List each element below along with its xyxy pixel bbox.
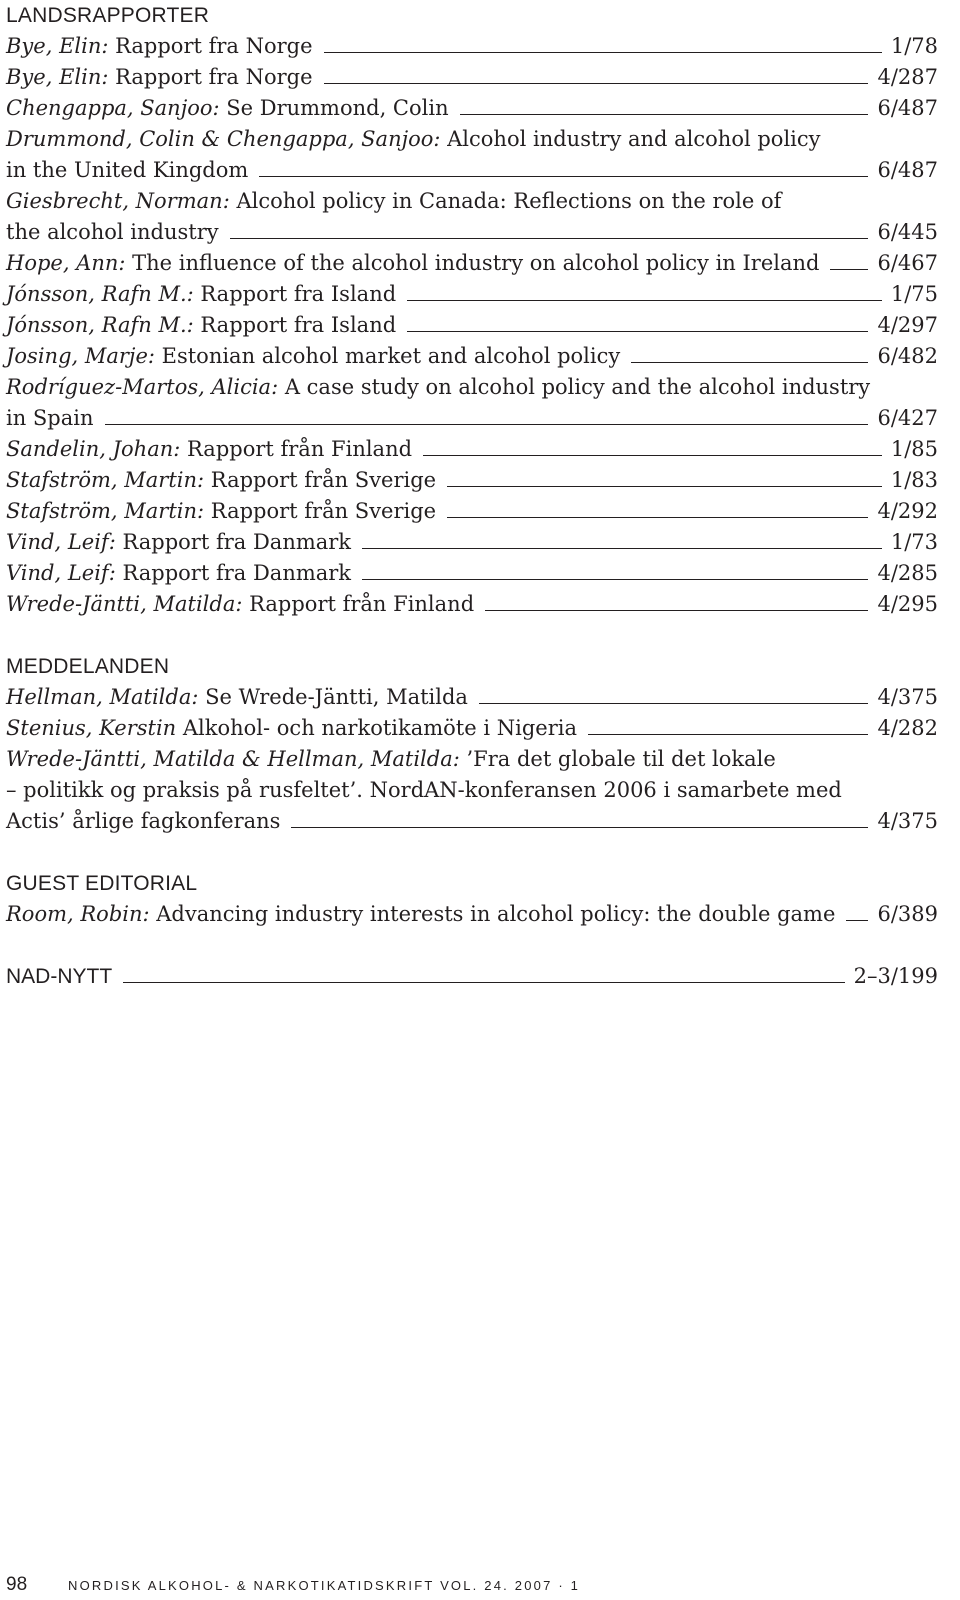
entry-title: A case study on alcohol policy and the alcohol industry (278, 375, 871, 399)
index-entry (6, 31, 938, 62)
index-entry (6, 496, 938, 527)
index-section (6, 0, 938, 620)
entry-line (6, 806, 938, 837)
index-entry (6, 589, 938, 620)
index-entry (6, 682, 938, 713)
dot-leader-rule (123, 971, 844, 983)
index-entry (6, 465, 938, 496)
entry-line (6, 465, 938, 496)
dot-leader-rule (259, 165, 868, 177)
entry-author: Stenius, Kerstin (6, 716, 177, 740)
entry-title: Rapport fra Island (193, 313, 397, 337)
entry-page-ref: 6/389 (877, 902, 938, 926)
section-gap (6, 837, 938, 868)
entry-page-ref: 1/73 (890, 530, 938, 554)
section-gap (6, 620, 938, 651)
dot-leader-rule (423, 444, 882, 456)
entry-title: Rapport från Sverige (204, 499, 437, 523)
entry-line (6, 31, 938, 62)
entry-line (6, 527, 938, 558)
entry-page-ref: 4/297 (877, 313, 938, 337)
entry-author: Hellman, Matilda: (6, 685, 199, 709)
dot-leader-rule (362, 568, 868, 580)
dot-leader-rule (324, 41, 882, 53)
entry-title: in the United Kingdom (6, 158, 249, 182)
entry-title: Rapport fra Norge (108, 65, 313, 89)
index-entry (6, 248, 938, 279)
index-entry (6, 899, 938, 930)
dot-leader-rule (362, 537, 882, 549)
entry-line (6, 217, 938, 248)
entry-title: NAD-NYTT (6, 965, 113, 988)
section-heading: MEDDELANDEN (6, 655, 170, 678)
table-of-contents (6, 0, 938, 992)
entry-author: Vind, Leif: (6, 530, 116, 554)
dot-leader-rule (485, 599, 868, 611)
dot-leader-rule (830, 258, 868, 270)
entry-line (6, 403, 938, 434)
index-entry (6, 62, 938, 93)
section-heading: LANDSRAPPORTER (6, 4, 210, 27)
section-gap (6, 930, 938, 961)
entry-line (6, 744, 938, 775)
entry-page-ref: 6/487 (877, 158, 938, 182)
entry-page-ref: 4/292 (877, 499, 938, 523)
footer-page-number: 98 (6, 1574, 28, 1595)
entry-page-ref: 6/467 (877, 251, 938, 275)
index-entry (6, 341, 938, 372)
dot-leader-rule (447, 506, 868, 518)
entry-line (6, 558, 938, 589)
entry-page-ref: 6/427 (877, 406, 938, 430)
entry-title: Rapport fra Danmark (115, 561, 352, 585)
dot-leader-rule (291, 816, 868, 828)
entry-page-ref: 4/287 (877, 65, 938, 89)
entry-author: Bye, Elin: (6, 34, 109, 58)
page-footer (6, 1574, 938, 1596)
entry-author: Wrede-Jäntti, Matilda & Hellman, Matilda: (6, 747, 460, 771)
index-entry (6, 744, 938, 837)
entry-title: Rapport från Finland (180, 437, 413, 461)
entry-title: Alcohol policy in Canada: Reflections on the role of (229, 189, 782, 213)
dot-leader-rule (105, 413, 869, 425)
entry-title: Rapport fra Island (193, 282, 397, 306)
entry-title: the alcohol industry (6, 220, 219, 244)
entry-author: Drummond, Colin & Chengappa, Sanjoo: (6, 127, 441, 151)
entry-title: Se Drummond, Colin (219, 96, 449, 120)
entry-title: Alcohol industry and alcohol policy (440, 127, 821, 151)
dot-leader-rule (407, 320, 868, 332)
entry-line (6, 310, 938, 341)
index-section (6, 961, 938, 992)
entry-author: Sandelin, Johan: (6, 437, 181, 461)
entry-page-ref: 6/482 (877, 344, 938, 368)
footer-journal-title: NORDISK ALKOHOL- & NARKOTIKATIDSKRIFT VOL. 24. 2007 · 1 (68, 1578, 581, 1593)
dot-leader-rule (407, 289, 882, 301)
entry-line (6, 341, 938, 372)
entry-line (6, 124, 938, 155)
entry-page-ref: 6/487 (877, 96, 938, 120)
entry-title: Rapport från Sverige (204, 468, 437, 492)
entry-author: Room, Robin: (6, 902, 150, 926)
entry-line (6, 775, 938, 806)
entry-title: The influence of the alcohol industry on alcohol policy in Ireland (125, 251, 820, 275)
entry-title: Rapport fra Danmark (115, 530, 352, 554)
entry-page-ref: 4/375 (877, 685, 938, 709)
entry-line (6, 589, 938, 620)
entry-title: in Spain (6, 406, 94, 430)
dot-leader-rule (460, 103, 869, 115)
dot-leader-rule (479, 692, 869, 704)
entry-author: Jónsson, Rafn M.: (6, 313, 194, 337)
entry-line (6, 434, 938, 465)
entry-line (6, 155, 938, 186)
index-entry (6, 961, 938, 992)
entry-line (6, 279, 938, 310)
dot-leader-rule (447, 475, 882, 487)
entry-line (6, 372, 938, 403)
entry-title: Rapport fra Norge (108, 34, 313, 58)
entry-page-ref: 4/282 (877, 716, 938, 740)
entry-page-ref: 2–3/199 (853, 964, 938, 988)
entry-line (6, 62, 938, 93)
entry-line (6, 961, 938, 992)
entry-author: Jónsson, Rafn M.: (6, 282, 194, 306)
index-entry (6, 527, 938, 558)
entry-author: Vind, Leif: (6, 561, 116, 585)
entry-author: Rodríguez-Martos, Alicia: (6, 375, 279, 399)
index-entry (6, 93, 938, 124)
entry-author: Josing, Marje: (6, 344, 155, 368)
index-entry (6, 434, 938, 465)
entry-page-ref: 4/295 (877, 592, 938, 616)
entry-author: Bye, Elin: (6, 65, 109, 89)
entry-author: Hope, Ann: (6, 251, 126, 275)
entry-page-ref: 4/285 (877, 561, 938, 585)
index-entry (6, 558, 938, 589)
section-heading: GUEST EDITORIAL (6, 872, 198, 895)
entry-title: Estonian alcohol market and alcohol policy (154, 344, 621, 368)
entry-line (6, 186, 938, 217)
index-entry (6, 372, 938, 434)
entry-line (6, 248, 938, 279)
index-entry (6, 279, 938, 310)
entry-line (6, 682, 938, 713)
dot-leader-rule (324, 72, 869, 84)
entry-page-ref: 6/445 (877, 220, 938, 244)
dot-leader-rule (588, 723, 869, 735)
dot-leader-rule (230, 227, 869, 239)
entry-author: Chengappa, Sanjoo: (6, 96, 220, 120)
entry-title: Actis’ årlige fagkonferans (6, 809, 281, 833)
entry-page-ref: 1/83 (890, 468, 938, 492)
entry-author: Stafström, Martin: (6, 468, 205, 492)
entry-line (6, 899, 938, 930)
entry-title: – politikk og praksis på rusfeltet’. NordAN-konferansen 2006 i samarbete med (6, 778, 842, 802)
index-section (6, 868, 938, 930)
dot-leader-rule (631, 351, 868, 363)
entry-line (6, 496, 938, 527)
entry-author: Stafström, Martin: (6, 499, 205, 523)
entry-author: Giesbrecht, Norman: (6, 189, 230, 213)
entry-page-ref: 1/78 (890, 34, 938, 58)
entry-page-ref: 1/85 (890, 437, 938, 461)
entry-page-ref: 1/75 (890, 282, 938, 306)
index-entry (6, 124, 938, 186)
index-entry (6, 310, 938, 341)
entry-line (6, 713, 938, 744)
entry-title: Advancing industry interests in alcohol policy: the double game (149, 902, 836, 926)
dot-leader-rule (846, 909, 868, 921)
entry-title: Rapport från Finland (242, 592, 475, 616)
entry-title: Se Wrede-Jäntti, Matilda (198, 685, 468, 709)
index-entry (6, 186, 938, 248)
entry-page-ref: 4/375 (877, 809, 938, 833)
entry-title: ’Fra det globale til det lokale (459, 747, 776, 771)
entry-line (6, 93, 938, 124)
index-entry (6, 713, 938, 744)
index-section (6, 651, 938, 837)
entry-author: Wrede-Jäntti, Matilda: (6, 592, 243, 616)
entry-title: Alkohol- och narkotikamöte i Nigeria (176, 716, 577, 740)
